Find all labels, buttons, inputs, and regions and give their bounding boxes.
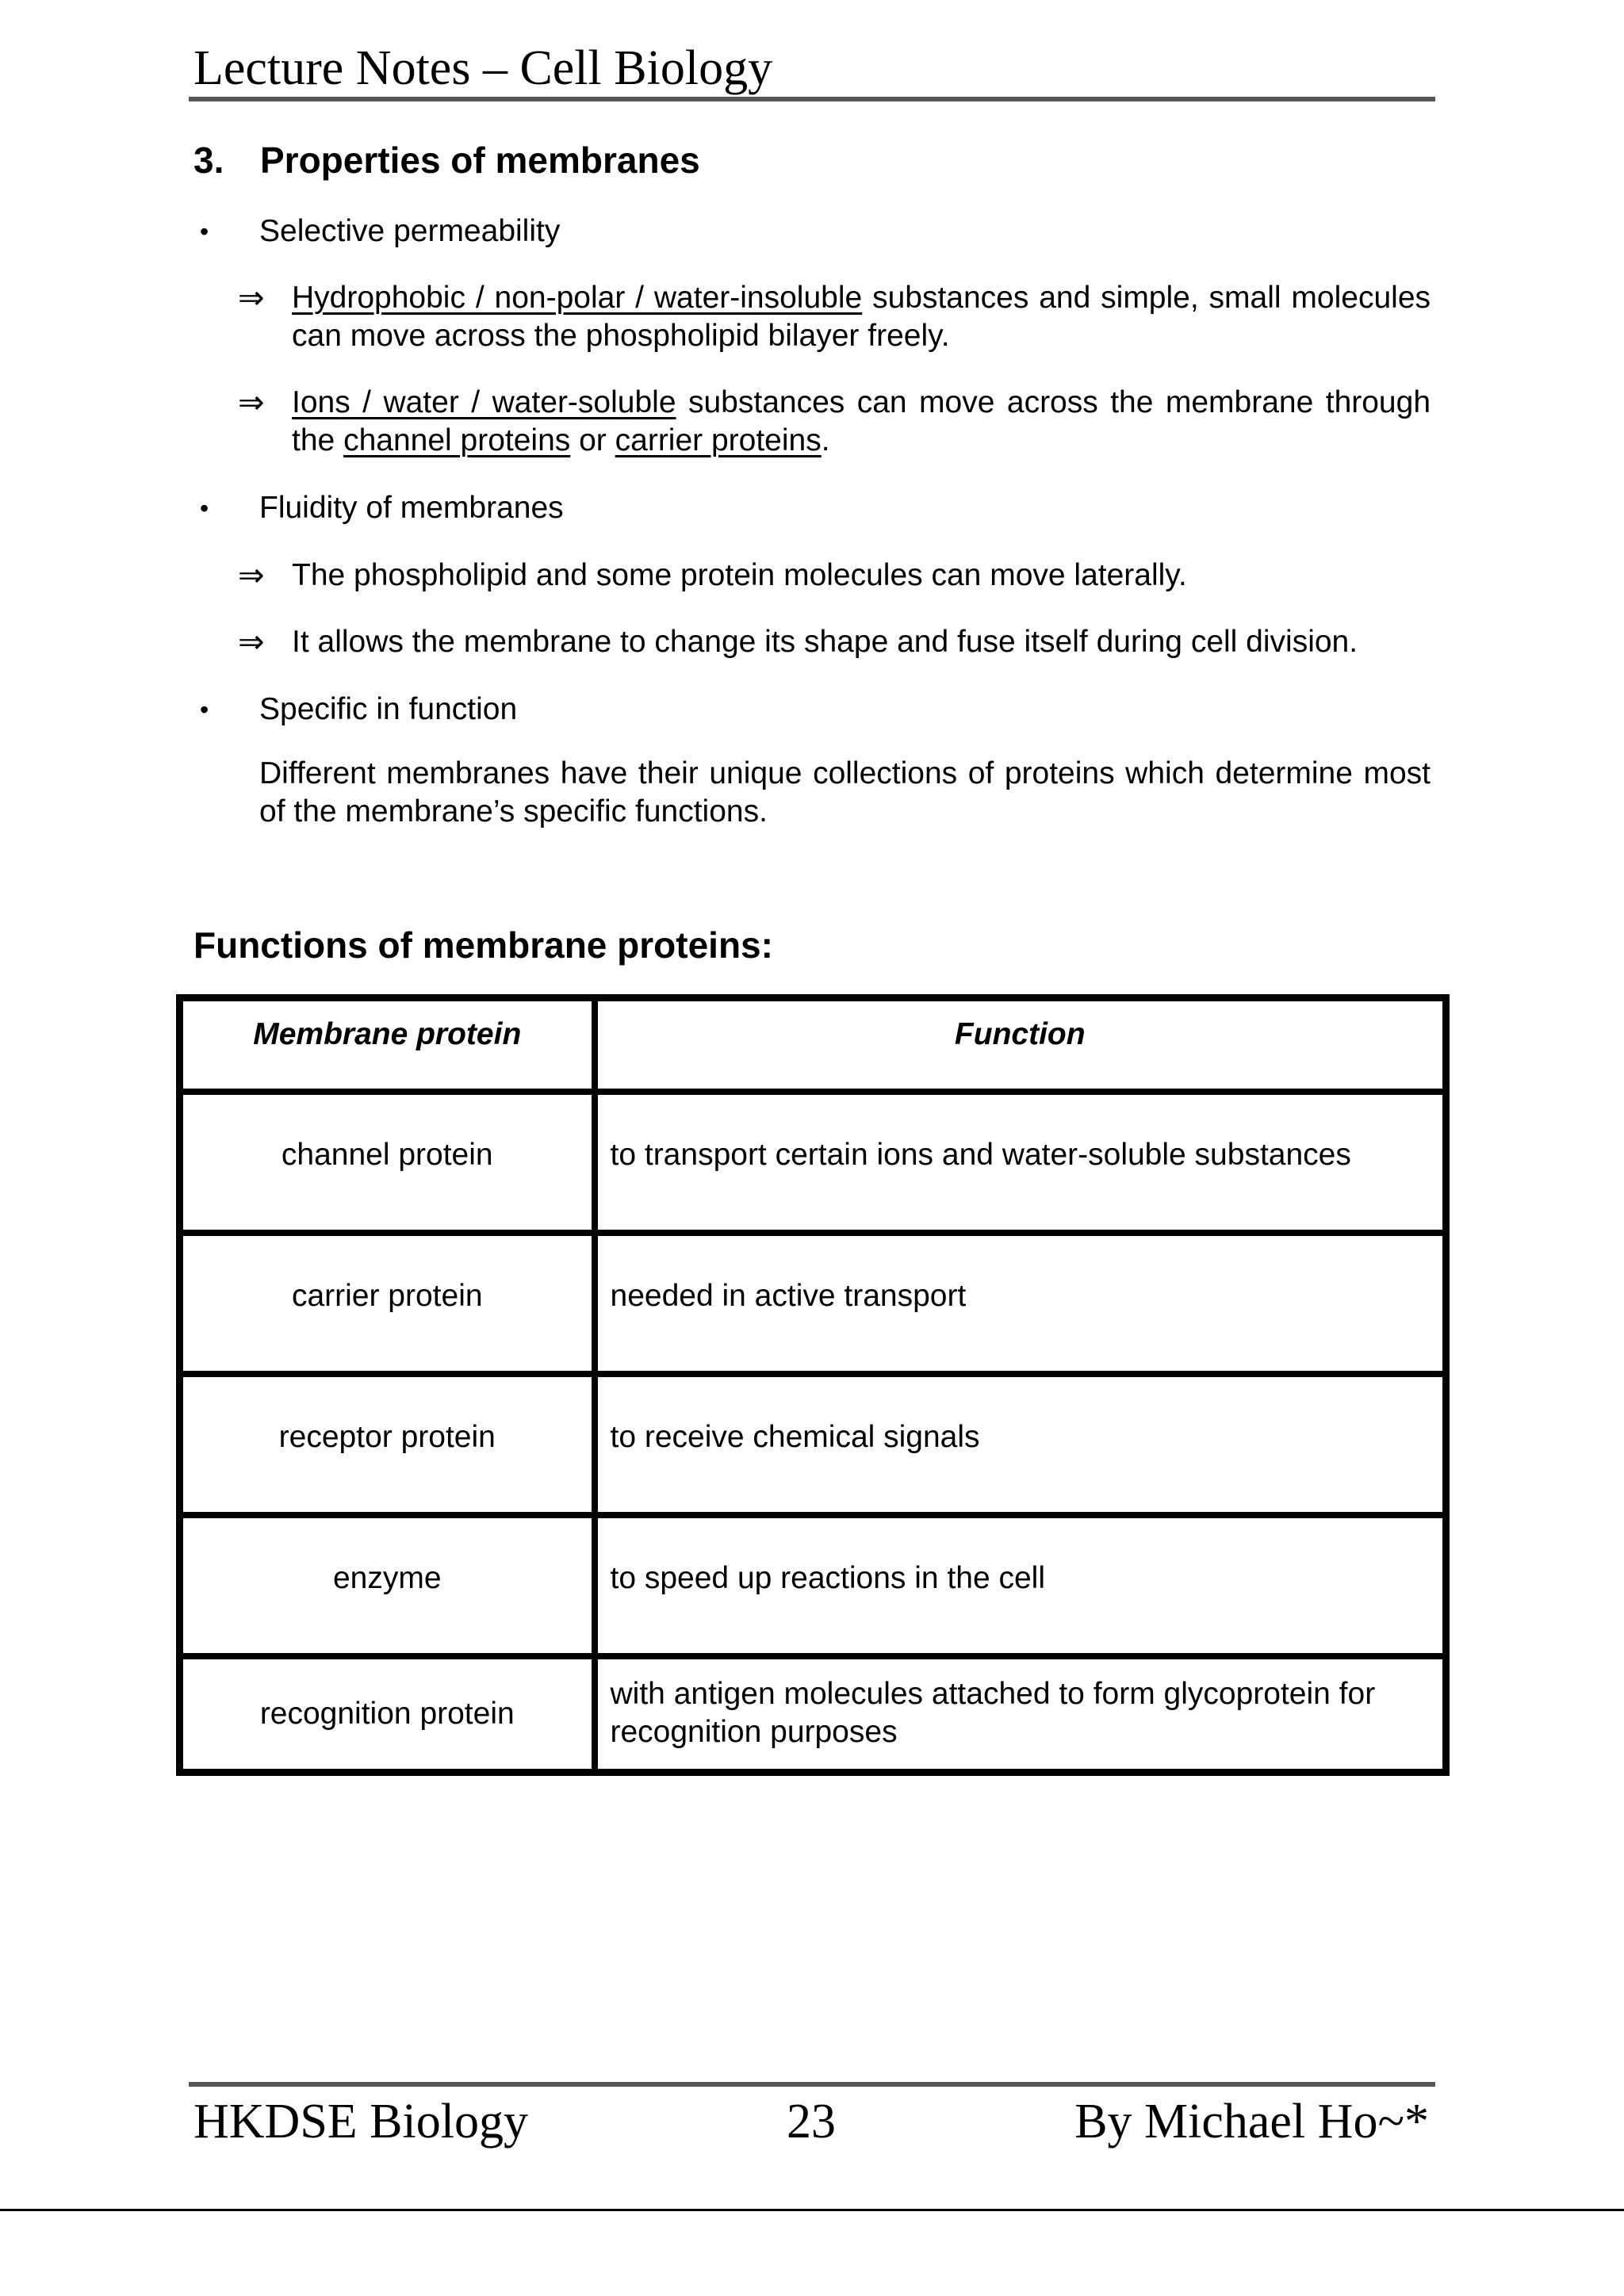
underlined-term: carrier proteins [615, 423, 822, 457]
subpoint-ions [292, 384, 1431, 460]
protein-function-cell: to transport certain ions and water-soluble substances [595, 1092, 1446, 1233]
arrow-icon: ⇒ [238, 281, 265, 316]
table-row [180, 1233, 1446, 1374]
header-divider [189, 97, 1435, 101]
point-title-fluidity: Fluidity of membranes [259, 491, 564, 525]
section-heading [193, 136, 700, 184]
section-title: Properties of membranes [260, 140, 700, 181]
subpoint-lateral-movement: The phospholipid and some protein molecules can move laterally. [292, 558, 1187, 592]
page-number: 23 [787, 2095, 836, 2149]
protein-name-cell: receptor protein [180, 1374, 595, 1515]
point-title-specific-function: Specific in function [259, 692, 518, 726]
section-number: 3. [193, 140, 224, 181]
footer-divider [189, 2082, 1435, 2087]
protein-name-cell: channel protein [180, 1092, 595, 1233]
specific-function-paragraph: Different membranes have their unique collections of proteins which determine most of the membrane’s specific functions. [259, 756, 1431, 828]
table-row [180, 1092, 1446, 1233]
bullet-icon: • [200, 217, 209, 246]
arrow-icon: ⇒ [238, 385, 265, 420]
table-header-row [180, 998, 1446, 1093]
table-row [180, 1515, 1446, 1656]
arrow-icon: ⇒ [238, 625, 265, 660]
footer-author: By Michael Ho~* [1074, 2095, 1429, 2149]
bullet-icon: • [200, 695, 209, 724]
point-title-selective-permeability: Selective permeability [259, 214, 561, 248]
page-header-title: Lecture Notes – Cell Biology [193, 41, 773, 95]
table-heading: Functions of membrane proteins: [193, 924, 773, 966]
subpoint-cell-division: It allows the membrane to change its shape and fuse itself during cell division. [292, 625, 1358, 659]
column-header-membrane-protein: Membrane protein [180, 998, 595, 1093]
protein-name-cell: enzyme [180, 1515, 595, 1656]
bullet-icon: • [200, 494, 209, 522]
protein-name-cell: carrier protein [180, 1233, 595, 1374]
protein-name-cell: recognition protein [180, 1656, 595, 1773]
membrane-proteins-table [176, 994, 1450, 1776]
column-header-function: Function [595, 998, 1446, 1093]
subpoint-text: substances and simple, small molecules can move across the phospholipid bilayer freely. [292, 281, 1431, 353]
subpoint-text: substances can move across the membrane through the [292, 385, 1431, 457]
table-row [180, 1374, 1446, 1515]
protein-function-cell: with antigen molecules attached to form glycoprotein for recognition purposes [595, 1656, 1446, 1773]
protein-function-cell: to speed up reactions in the cell [595, 1515, 1446, 1656]
footer-course: HKDSE Biology [193, 2095, 528, 2149]
table-row [180, 1656, 1446, 1773]
underlined-term: channel proteins [343, 423, 571, 457]
page-bottom-edge [0, 2209, 1624, 2211]
underlined-term: Ions / water / water-soluble [292, 385, 676, 419]
subpoint-text: or [579, 423, 607, 457]
subpoint-text: . [821, 423, 830, 457]
subpoint-hydrophobic [292, 279, 1431, 355]
protein-function-cell: needed in active transport [595, 1233, 1446, 1374]
protein-function-cell: to receive chemical signals [595, 1374, 1446, 1515]
arrow-icon: ⇒ [238, 558, 265, 593]
underlined-term: Hydrophobic / non-polar / water-insoluble [292, 281, 863, 315]
